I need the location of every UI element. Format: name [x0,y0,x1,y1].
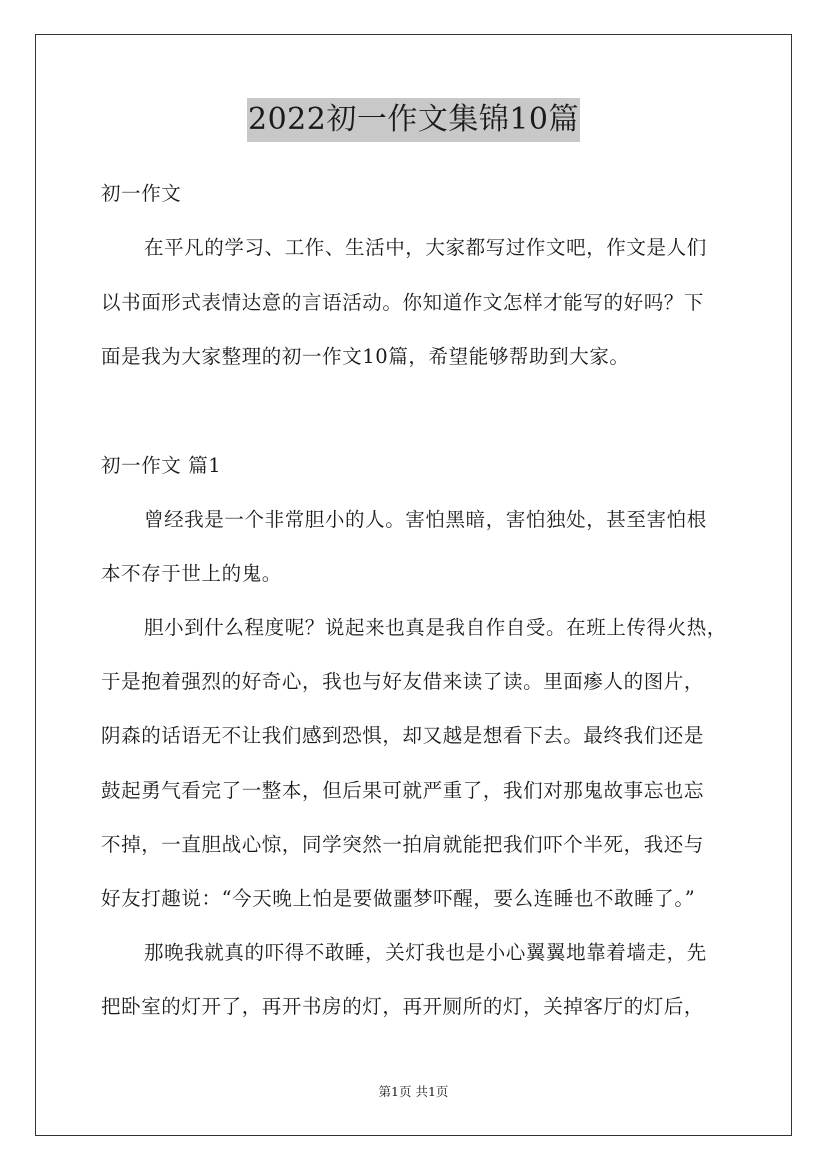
essay-line: 鼓起勇气看完了一整本，但后果可就严重了，我们对那鬼故事忘也忘 [101,779,705,802]
essay-line: 于是抱着强烈的好奇心，我也与好友借来读了读。里面瘆人的图片， [101,670,705,693]
essay-line: 不掉，一直胆战心惊，同学突然一拍肩就能把我们吓个半死，我还与 [101,833,705,856]
essay-line: 本不存于世上的鬼。 [101,562,282,585]
document-title: 2022初一作文集锦10篇 [247,98,580,142]
essay-heading: 初一作文 篇1 [101,454,222,477]
section-heading: 初一作文 [101,182,182,205]
intro-paragraph-line: 在平凡的学习、工作、生活中，大家都写过作文吧，作文是人们 [144,236,707,259]
essay-line: 胆小到什么程度呢？说起来也真是我自作自受。在班上传得火热， [144,616,727,639]
essay-line: 那晚我就真的吓得不敢睡，关灯我也是小心翼翼地靠着墙走，先 [144,941,707,964]
essay-line: 阴森的话语无不让我们感到恐惧，却又越是想看下去。最终我们还是 [101,724,705,747]
page-footer: 第1页 共1页 [378,1084,449,1099]
intro-paragraph-line: 面是我为大家整理的初一作文10篇，希望能够帮助到大家。 [101,345,630,368]
essay-line: 曾经我是一个非常胆小的人。害怕黑暗，害怕独处，甚至害怕根 [144,508,707,531]
essay-line: 把卧室的灯开了，再开书房的灯，再开厕所的灯，关掉客厅的灯后， [101,995,705,1018]
intro-paragraph-line: 以书面形式表情达意的言语活动。你知道作文怎样才能写的好吗？下 [101,291,705,314]
title-block [0,98,827,142]
essay-line: 好友打趣说：“今天晚上怕是要做噩梦吓醒，要么连睡也不敢睡了。” [101,887,696,910]
